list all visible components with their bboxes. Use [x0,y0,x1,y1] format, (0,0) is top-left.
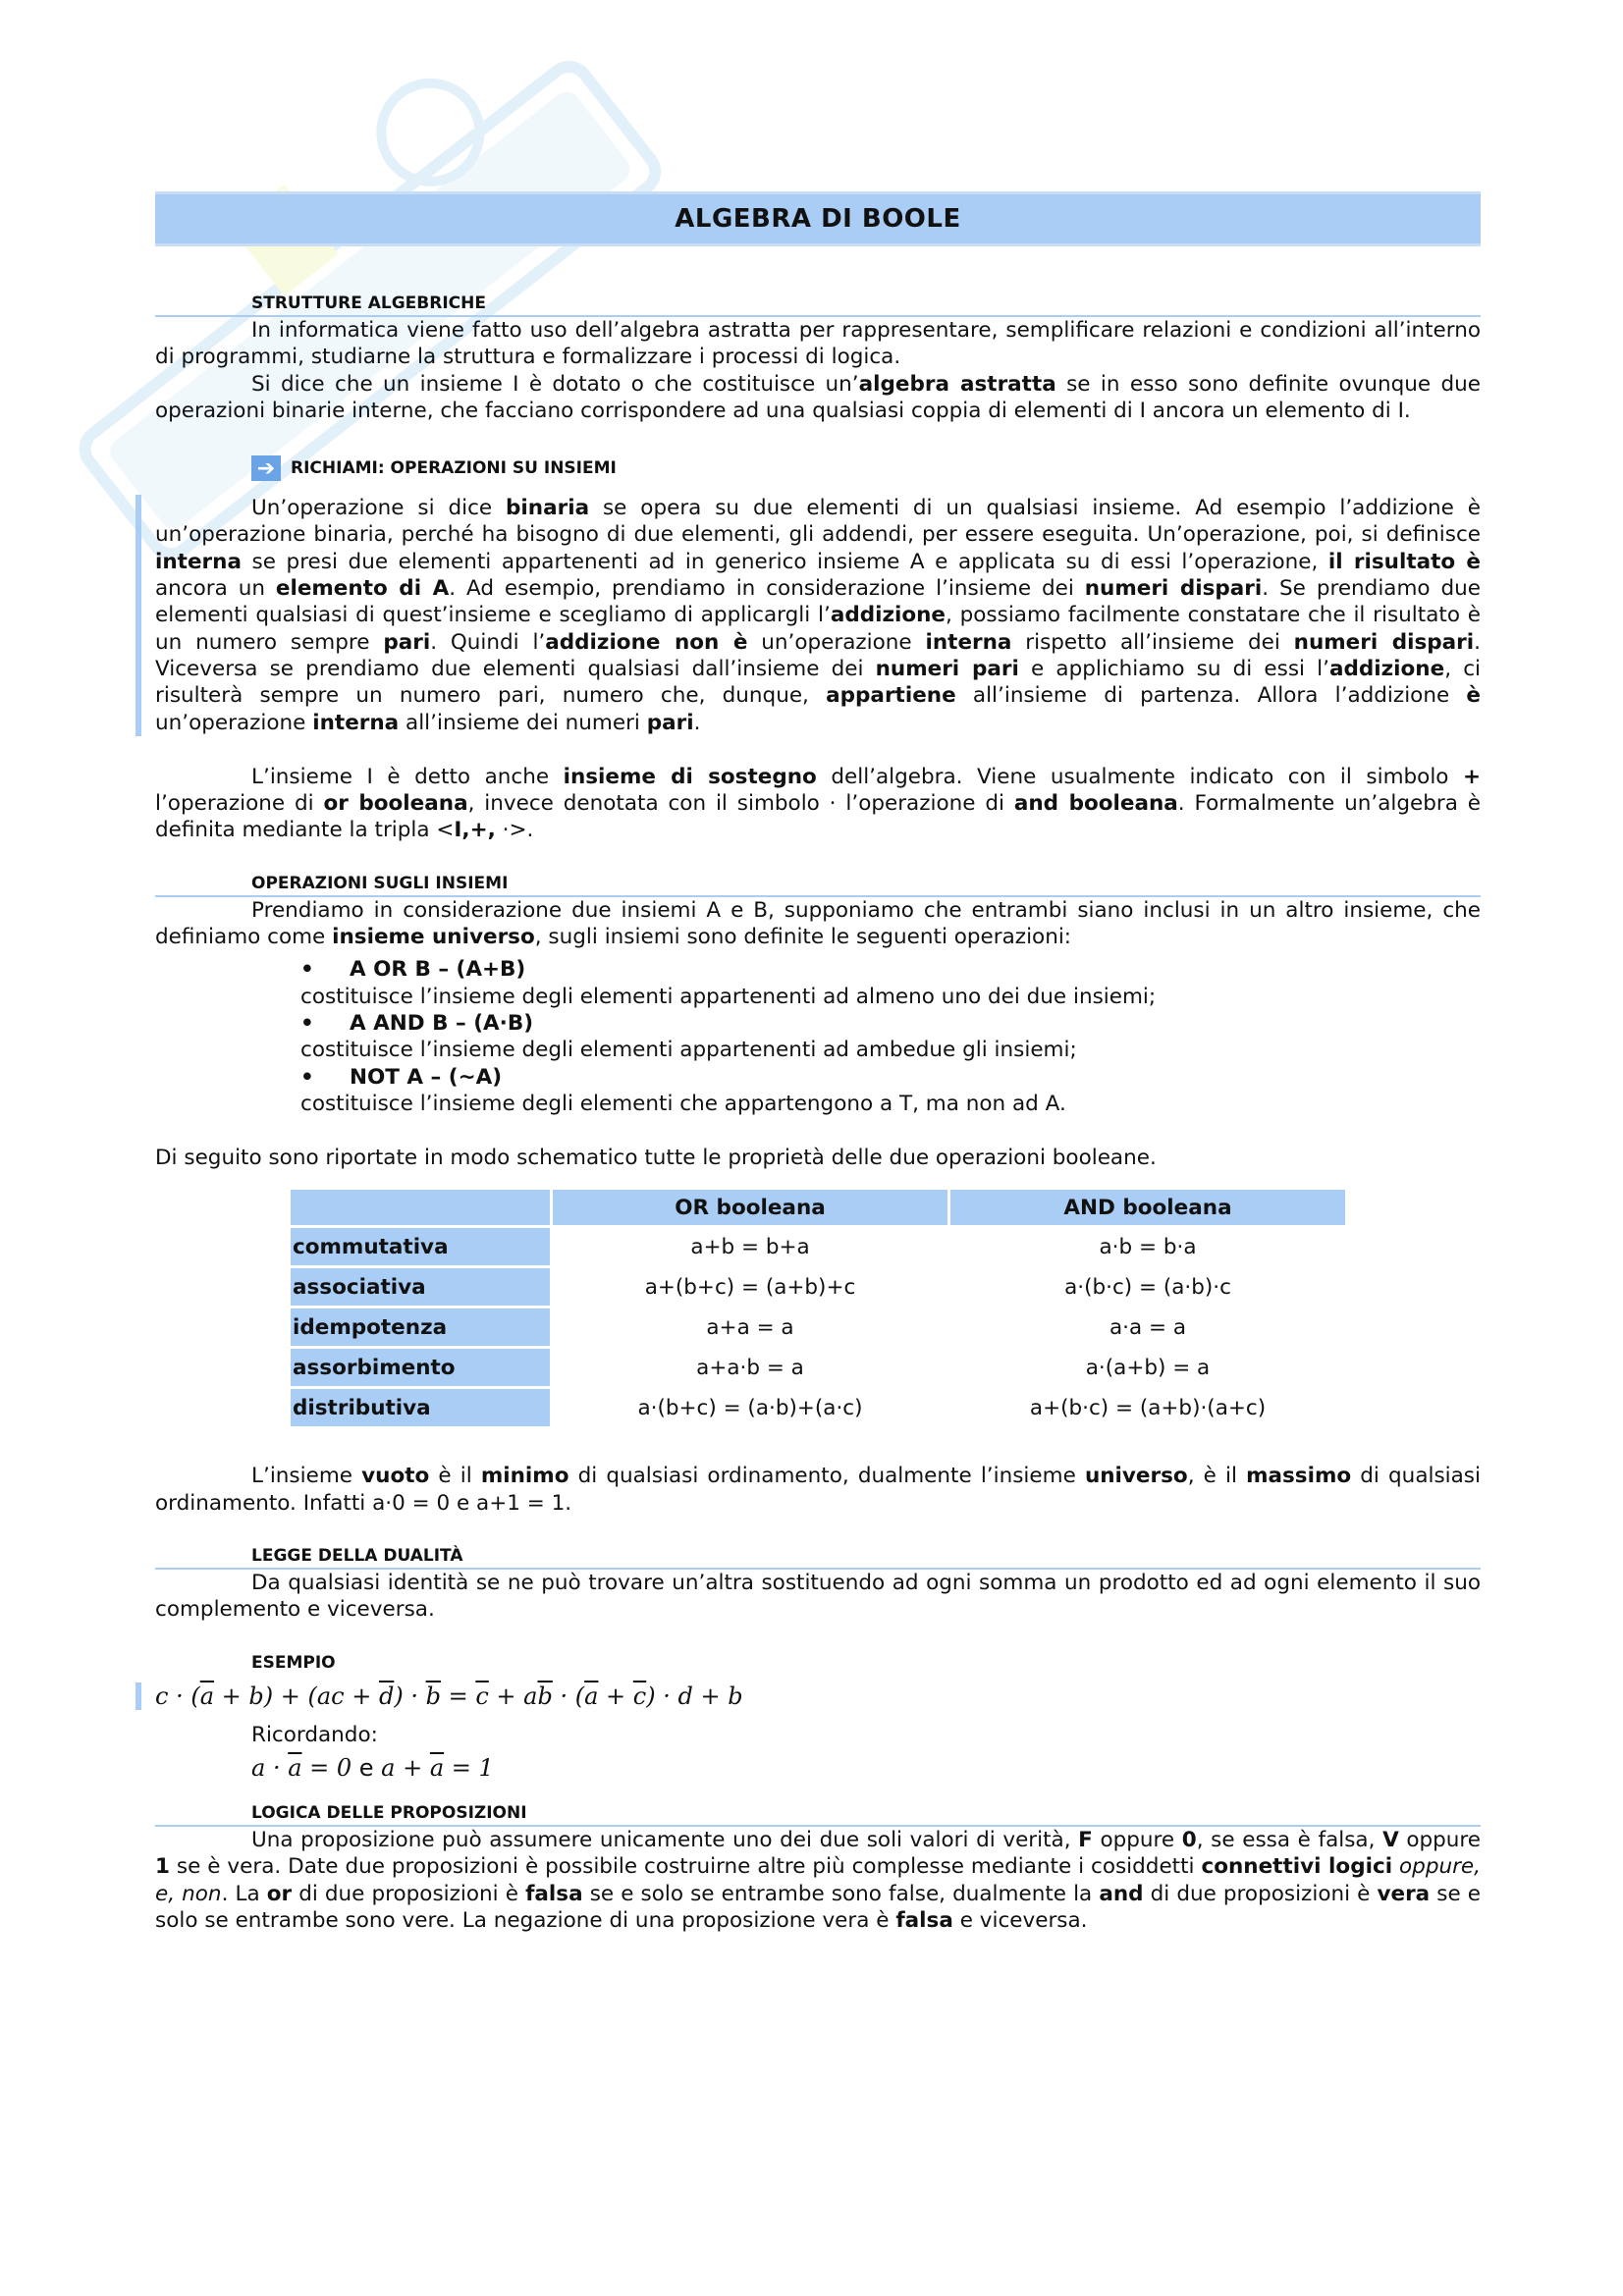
op-or-desc: costituisce l’insieme degli elementi appartenenti ad almeno uno dei due insiemi; [300,984,1157,1009]
table-row [291,1389,1345,1426]
prop-and: a+(b·c) = (a+b)·(a+c) [1029,1395,1267,1420]
prop-label: associativa [291,1268,550,1306]
document-page [155,191,1481,1934]
recall-block [155,1722,1481,1782]
table-row [291,1268,1345,1306]
recall-formula: $a \cdot \overline{a} = 0$ e $a + \overline{a} = 1$ [251,1753,494,1782]
table-row [291,1228,1345,1265]
prop-label: distributiva [291,1389,550,1426]
paragraph-sostegno: L’insieme I è detto anche insieme di sostegno dell’algebra. Viene usualmente indicato con il simbolo + l’operazione di or booleana, invece denotata con il simbolo · l’operazione di and booleana. Formalmente un’algebra è definita mediante la tripla <I,+, ·>. [155,764,1481,843]
header-and: AND booleana [950,1190,1345,1225]
table-corner [291,1190,550,1225]
table-row [291,1308,1345,1346]
properties-table [288,1187,1348,1429]
prop-label: assorbimento [291,1349,550,1386]
prop-and: a·(b·c) = (a·b)·c [1064,1274,1231,1300]
operations-list [155,956,1481,1117]
prop-and: a·a = a [1109,1314,1187,1340]
table-row [291,1349,1345,1386]
prop-or: a+a·b = a [696,1355,804,1380]
section-heading-esempio: ESEMPIO [251,1652,336,1673]
prop-and: a·(a+b) = a [1085,1355,1211,1380]
section-heading-strutture: STRUTTURE ALGEBRICHE [155,294,1481,317]
richiami-block [135,495,1481,736]
paragraph-vuoto: L’insieme vuoto è il minimo di qualsiasi ordinamento, dualmente l’insieme universo, è il massimo di qualsiasi ordinamento. Infatti a·0 = 0 e a+1 = 1. [155,1464,1481,1516]
op-and-label: • A AND B – (A·B) [300,1010,1481,1037]
subsection-label: RICHIAMI: OPERAZIONI SU INSIEMI [291,458,617,479]
prop-or: a+a = a [706,1314,794,1340]
paragraph-operazioni: Prendiamo in considerazione due insiemi A e B, supponiamo che entrambi siano inclusi in un altro insieme, che definiamo come insieme universo, sugli insiemi sono definite le seguenti operazioni: [155,897,1481,950]
paragraph-richiami: Un’operazione si dice binaria se opera su due elementi di un qualsiasi insieme. Ad esempio l’addizione è un’operazione binaria, perché ha bisogno di due elementi, gli addendi, per essere eseguita. Un’operazione, poi, si definisce interna se presi due elementi appartenenti ad in generico insieme A e applicata su di essi l’operazione, il risultato è ancora un elemento di A. Ad esempio, prendiamo in considerazione l’insieme dei numeri dispari. Se prendiamo due elementi qualsiasi di quest’insieme e scegliamo di applicargli l’addizione, possiamo facilmente constatare che il risultato è un numero sempre pari. Quindi l’addizione non è un’operazione interna rispetto all’insieme dei numeri dispari. Viceversa se prendiamo due elementi qualsiasi dall’insieme dei numeri pari e applichiamo su di essi l’addizione, ci risulterà sempre un numero pari, numero che, dunque, appartiene all’insieme di partenza. Allora l’addizione è un’operazione interna all’insieme dei numeri pari. [155,496,1482,735]
prop-label: idempotenza [291,1308,550,1346]
paragraph-strutture-2: Si dice che un insieme I è dotato o che costituisce un’algebra astratta se in esso sono definite ovunque due operazioni binarie interne, che facciano corrispondere ad una qualsiasi coppia di elementi di I ancora un elemento di I. [155,371,1481,423]
title-bar [155,191,1481,246]
paragraph-logica: Una proposizione può assumere unicamente uno dei due soli valori di verità, F oppure 0, se essa è falsa, V oppure 1 se è vera. Date due proposizioni è possibile costruirne altre più complesse mediante i cosiddetti connettivi logici oppure, e, non. La or di due proposizioni è falsa se e solo se entrambe sono false, dualmente la and di due proposizioni è vera se e solo se entrambe sono vere. La negazione di una proposizione vera è falsa e viceversa. [155,1827,1482,1933]
paragraph-strutture-1: In informatica viene fatto uso dell’algebra astratta per rappresentare, semplificare relazioni e condizioni all’interno di programmi, studiarne la struttura e formalizzare i processi di logica. [155,318,1481,370]
op-not-label: • NOT A – (~A) [300,1064,1481,1091]
prop-or: a+(b+c) = (a+b)+c [644,1274,856,1300]
section-heading-logica: LOGICA DELLE PROPOSIZIONI [155,1803,1481,1827]
prop-and: a·b = b·a [1099,1234,1197,1259]
recall-label: Ricordando: [251,1722,378,1747]
op-not-desc: costituisce l’insieme degli elementi che appartengono a T, ma non ad A. [300,1091,1066,1116]
op-and-desc: costituisce l’insieme degli elementi appartenenti ad ambedue gli insiemi; [300,1038,1077,1063]
prop-or: a+b = b+a [690,1234,810,1259]
arrow-right-icon: ➔ [251,455,281,481]
section-heading-dualita: LEGGE DELLA DUALITÀ [155,1546,1481,1570]
op-or-label: • A OR B – (A+B) [300,956,1481,983]
section-heading-operazioni: OPERAZIONI SUGLI INSIEMI [155,874,1481,897]
header-or: OR booleana [553,1190,947,1225]
example-formula: $c \cdot (\overline{a} + b) + (ac + \overline{d}) \cdot \overline{b} = \overline{c} + a\overline{b} \cdot (\overline{a} + \overline{c}) \cdot d + b$ [135,1682,1481,1710]
prop-label: commutativa [291,1228,550,1265]
prop-or: a·(b+c) = (a·b)+(a·c) [637,1395,863,1420]
subsection-heading-richiami [155,455,1481,481]
paragraph-dualita: Da qualsiasi identità se ne può trovare un’altra sostituendo ad ogni somma un prodotto ed ad ogni elemento il suo complemento e viceversa. [155,1571,1481,1623]
page-title: ALGEBRA DI BOOLE [675,204,961,234]
paragraph-table-intro: Di seguito sono riportate in modo schematico tutte le proprietà delle due operazioni booleane. [155,1146,1157,1171]
table-header-row [291,1190,1345,1225]
